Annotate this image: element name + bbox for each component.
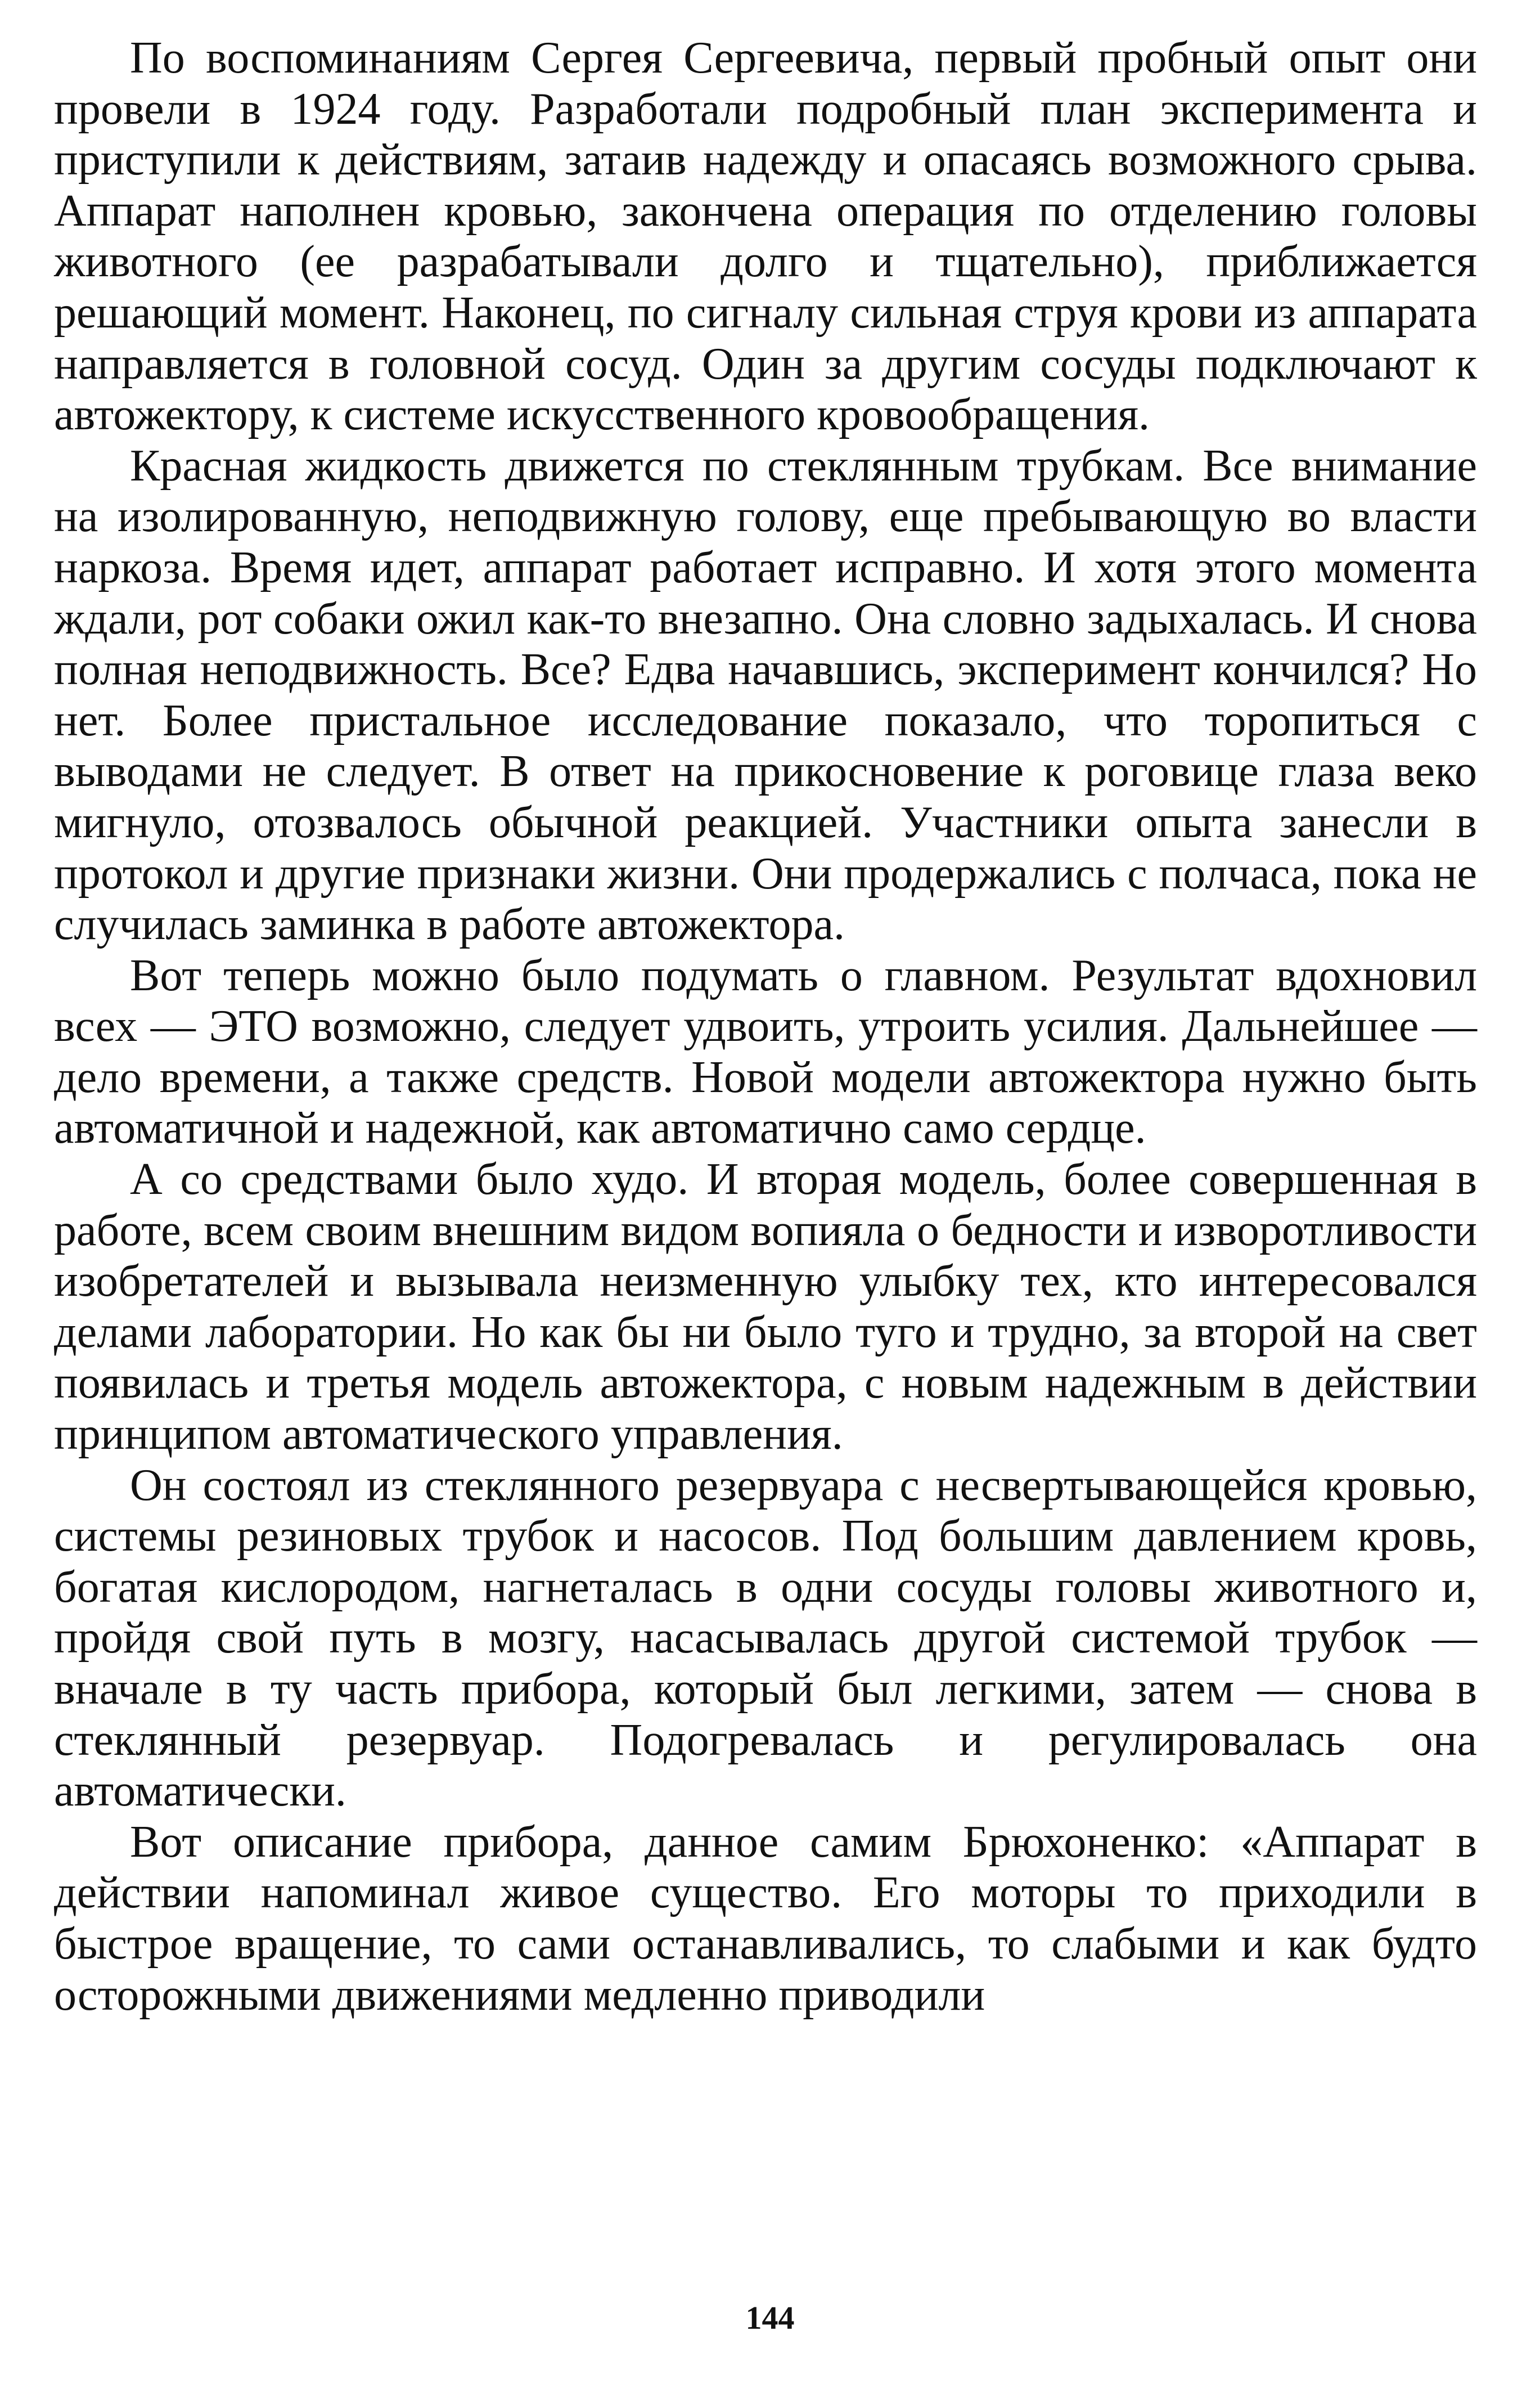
paragraph: А со средствами было худо. И вторая модель, более совершенная в работе, всем своим внешним видом вопияла о бедности и изворотливости изобретателей и вызывала неизменную улыбку тех, кто интересовался делами лаборатории. Но как бы ни было туго и трудно, за второй на свет появилась и третья модель автожектора, с новым надежным в действии принципом автоматического управления. <box>54 1155 1477 1459</box>
page-number: 144 <box>745 2299 795 2336</box>
paragraph: Он состоял из стеклянного резервуара с несвертывающейся кровью, системы резиновых трубок и насосов. Под большим давлением кровь, богатая кислородом, нагнеталась в одни сосуды головы животного и, пройдя свой путь в мозгу, насасывалась другой системой трубок — вначале в ту часть прибора, который был легкими, затем — снова в стеклянный резервуар. Подогревалась и регулировалась она автоматически. <box>54 1460 1477 1816</box>
paragraph: Вот описание прибора, данное самим Брюхоненко: «Аппарат в действии напоминал живое существо. Его моторы то приходили в быстрое вращение, то сами останавливались, то слабыми и как будто осторожными движениями медленно приводили <box>54 1817 1477 2020</box>
body-text <box>54 33 1477 2020</box>
paragraph: Вот теперь можно было подумать о главном. Результат вдохновил всех — ЭТО возможно, следует удвоить, утроить усилия. Дальнейшее — дело времени, а также средств. Новой модели автожектора нужно быть автоматичной и надежной, как автоматично само сердце. <box>54 950 1477 1153</box>
paragraph: По воспоминаниям Сергея Сергеевича, первый пробный опыт они провели в 1924 году. Разработали подробный план эксперимента и приступили к действиям, затаив надежду и опасаясь возможного срыва. Аппарат наполнен кровью, закончена операция по отделению головы животного (ее разрабатывали долго и тщательно), приближается решающий момент. Наконец, по сигналу сильная струя крови из аппарата направляется в головной сосуд. Один за другим сосуды подключают к автожектору, к системе искусственного кровообращения. <box>54 33 1477 440</box>
paragraph: Красная жидкость движется по стеклянным трубкам. Все внимание на изолированную, неподвижную голову, еще пребывающую во власти наркоза. Время идет, аппарат работает исправно. И хотя этого момента ждали, рот собаки ожил как-то внезапно. Она словно задыхалась. И снова полная неподвижность. Все? Едва начавшись, эксперимент кончился? Но нет. Более пристальное исследование показало, что торопиться с выводами не следует. В ответ на прикосновение к роговице глаза веко мигнуло, отозвалось обычной реакцией. Участники опыта занесли в протокол и другие признаки жизни. Они продержались с полчаса, пока не случилась заминка в работе автожектора. <box>54 441 1477 950</box>
